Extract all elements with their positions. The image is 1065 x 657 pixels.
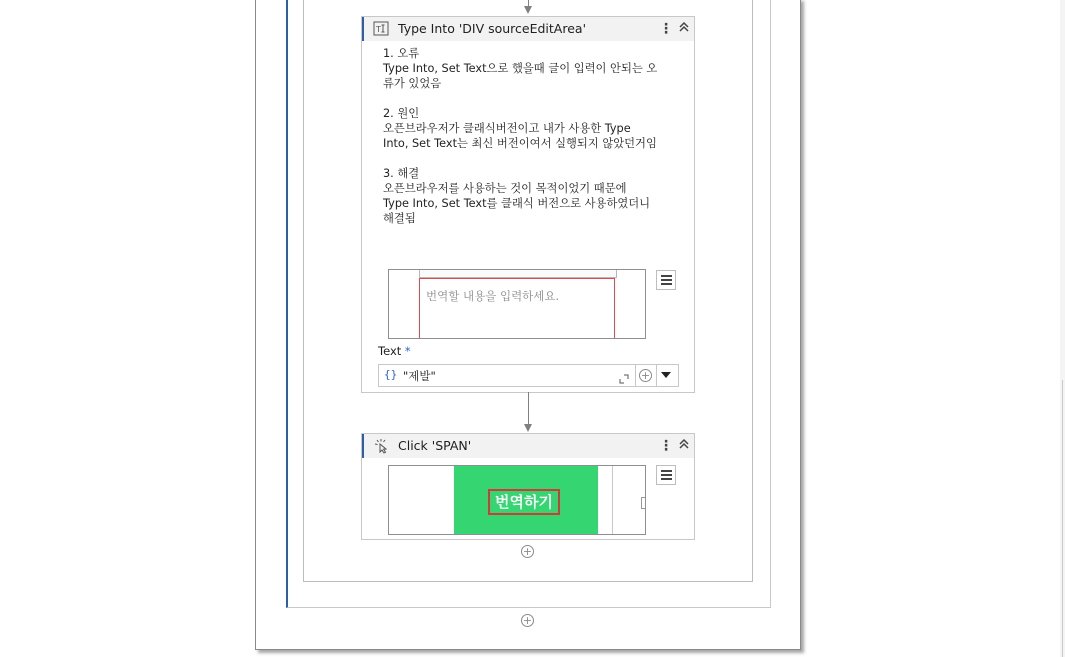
activity-annotation[interactable] [383,46,683,226]
hamburger-menu-icon[interactable] [656,465,676,485]
more-options-icon[interactable]: ⋮ [659,21,673,37]
add-variable-icon[interactable]: + [640,369,651,382]
annotation-line: Type Into, Set Text를 클래식 버전으로 사용하였더니 [383,197,651,210]
annotation-line: 오픈브라우저가 클래식버전이고 내가 사용한 Type [383,122,631,135]
preview-placeholder: 번역할 내용을 입력하세요. [426,289,560,303]
expand-editor-icon[interactable] [619,369,629,379]
required-mark: * [404,344,411,358]
annotation-line: 2. 원인 [383,107,420,120]
click-activity[interactable] [361,433,695,540]
text-property-field[interactable] [378,364,679,387]
svg-text:T: T [376,25,381,34]
preview-highlight-box [419,278,615,339]
connector-arrow-middle [524,424,532,432]
field-divider [635,365,636,386]
add-activity-icon[interactable]: + [522,614,533,627]
preview-green-button [454,466,598,534]
annotation-line: 류가 있었음 [383,77,442,90]
connector-line-middle [528,392,529,425]
right-scrollbar-line [1062,380,1063,657]
field-divider [656,365,657,386]
target-preview-image[interactable] [388,269,646,339]
annotation-line: 1. 오류 [383,47,420,60]
collapse-icon[interactable] [677,20,691,38]
connector-arrow-top [524,6,532,14]
click-activity-header[interactable] [362,434,694,458]
dropdown-arrow-icon[interactable] [661,372,671,378]
text-property-value[interactable]: "제발" [403,369,436,383]
add-activity-icon[interactable]: + [522,545,533,558]
annotation-line: 해결됨 [383,212,416,225]
collapse-icon[interactable] [677,437,691,455]
annotation-line: Type Into, Set Text으로 했을때 글이 입력이 안되는 오 [383,62,658,75]
preview-divider [612,466,613,534]
annotation-line: Into, Set Text는 최신 버전이여서 실행되지 않았던거임 [383,137,657,150]
type-into-title: Type Into 'DIV sourceEditArea' [398,21,587,36]
preview-top-bar [419,269,617,278]
annotation-line: 3. 해결 [383,167,420,180]
type-into-activity-header[interactable] [362,17,694,41]
preview-button-label: 번역하기 [488,489,560,515]
target-preview-image[interactable] [388,465,646,535]
expression-icon: {} [384,368,398,381]
annotation-line: 오픈브라우저를 사용하는 것이 목적이었기 때문에 [383,182,627,195]
text-property-label-row [378,344,411,358]
hamburger-menu-icon[interactable] [656,270,676,290]
type-into-icon [373,21,389,37]
text-property-label: Text [378,344,402,358]
preview-edge-mark [641,497,645,509]
click-title: Click 'SPAN' [398,438,472,453]
click-icon [373,438,389,454]
more-options-icon[interactable]: ⋮ [659,438,673,454]
type-into-activity[interactable] [361,16,695,393]
